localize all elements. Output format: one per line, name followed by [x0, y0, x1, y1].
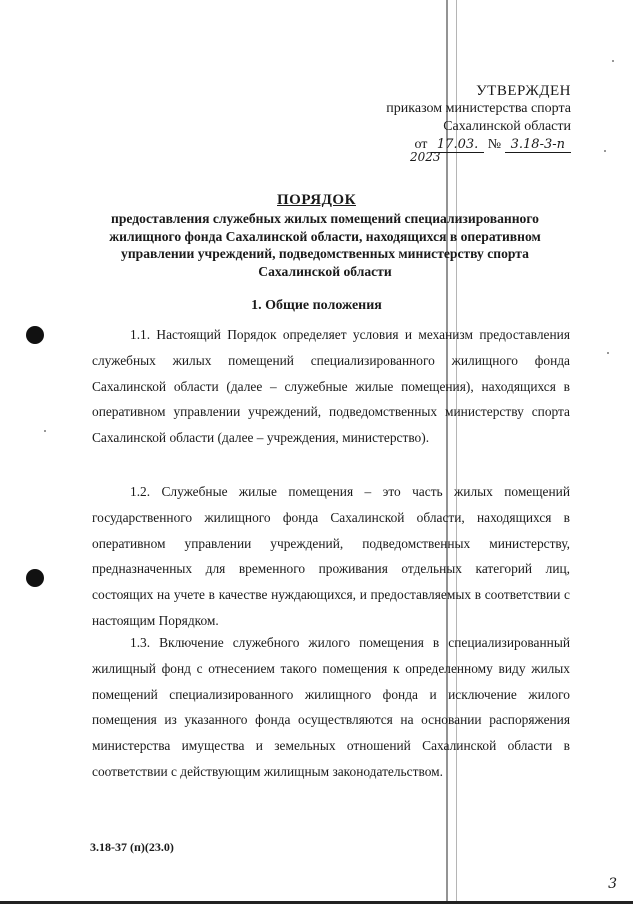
scan-speck	[44, 430, 46, 432]
approval-title: УТВЕРЖДЕН	[476, 83, 571, 99]
section-heading: 1. Общие положения	[251, 298, 382, 313]
approval-line-2: Сахалинской области	[443, 119, 571, 134]
number-prefix: №	[487, 137, 502, 152]
scan-speck	[607, 352, 609, 354]
approval-block	[386, 82, 571, 154]
paragraph-1-2: 1.2. Служебные жилые помещения – это часть жилых помещений государственного жилищного фонда Сахалинской области, находящихся в оперативном управлении учреждений, подведомственных министерству, предназначенных для временного проживания отдельных категорий лиц, состоящих на учете в качестве нуждающихся, и предоставляемых в соответствии с настоящим Порядком.	[92, 484, 570, 628]
handwritten-date: 17.03.	[431, 137, 484, 153]
paragraph-1-3: 1.3. Включение служебного жилого помещения в специализированный жилищный фонд с отнесением такого помещения к определенному виду жилых помещений специализированного жилищного фонда и исключение жилого помещения из указанного фонда осуществляются на основании распоряжения министерства имущества и земельных отношений Сахалинской области в соответствии с действующим жилищным законодательством.	[92, 635, 570, 779]
approval-line-1: приказом министерства спорта	[386, 101, 571, 116]
punch-hole-bottom	[26, 569, 44, 587]
scan-speck	[612, 60, 614, 62]
handwritten-page-mark: 3	[608, 876, 617, 892]
document-code: 3.18-37 (п)(23.0)	[90, 840, 174, 854]
document-subtitle: предоставления служебных жилых помещений специализированного жилищного фонда Сахалинской области, находящихся в оперативном управлении учреждений, подведомственных министерству спорта Сахалинской области	[109, 211, 541, 279]
handwritten-order-number: 3.18-3-п	[505, 137, 571, 153]
punch-hole-top	[26, 326, 44, 344]
handwritten-year: 2023	[410, 150, 441, 164]
scan-speck	[604, 150, 606, 152]
date-prefix: от	[414, 137, 428, 152]
document-title: ПОРЯДОК	[277, 192, 356, 208]
paragraph-1-1: 1.1. Настоящий Порядок определяет условия и механизм предоставления служебных жилых помещений специализированного жилищного фонда Сахалинской области (далее – служебные жилые помещения), находящихся в оперативном управлении учреждений, подведомственных министерству спорта Сахалинской области (далее – учреждения, министерство).	[92, 327, 570, 446]
